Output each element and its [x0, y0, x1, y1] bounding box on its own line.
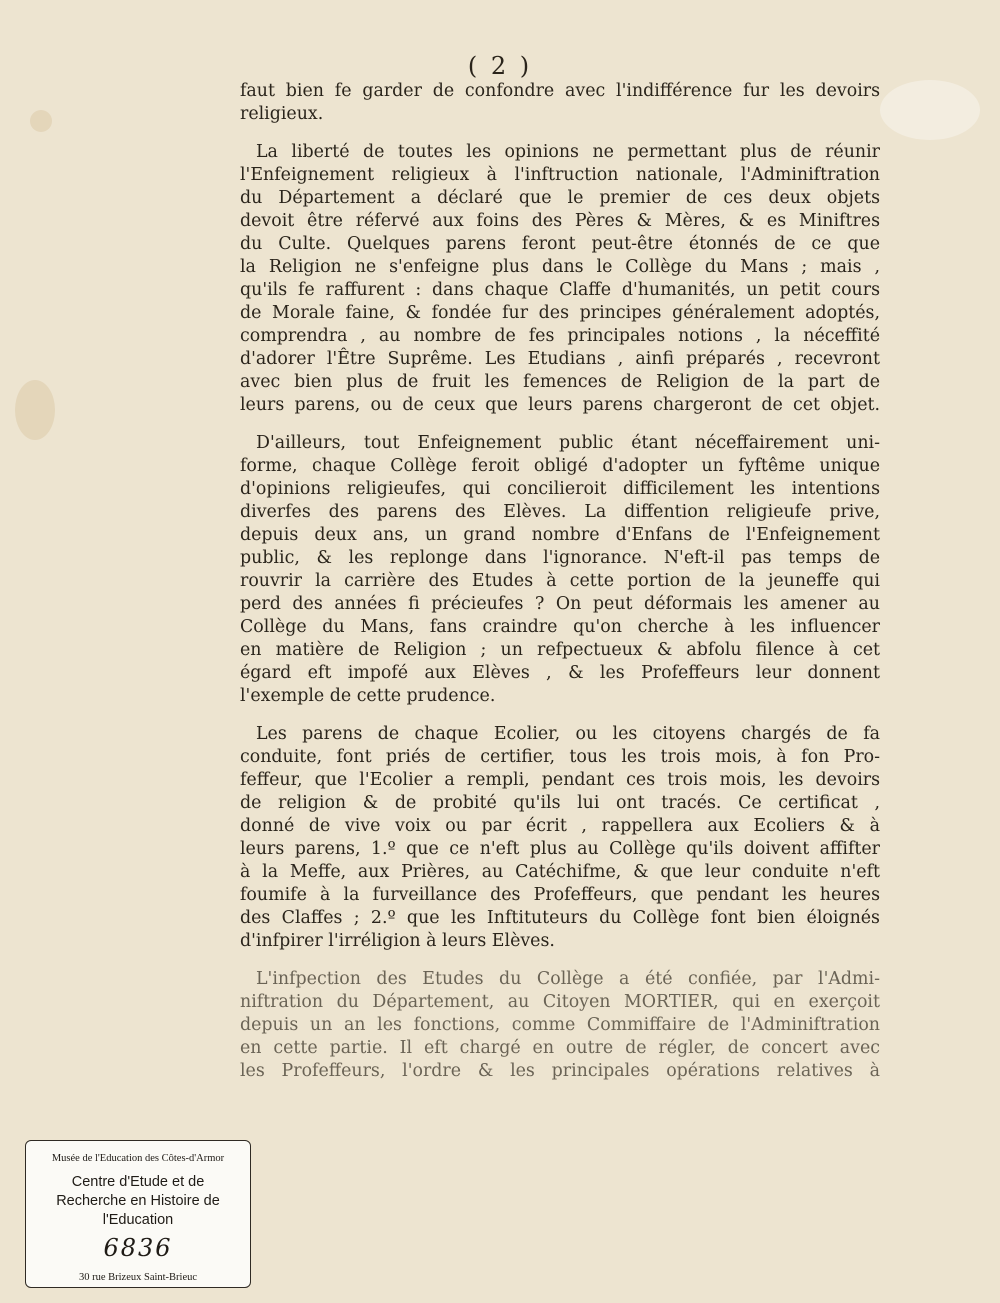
- text-line: rouvrir la carrière des Etudes à cette portion de la jeuneffe qui: [240, 571, 880, 591]
- text-line: Collège du Mans, fans craindre qu'on cherche à les influencer: [240, 617, 880, 637]
- stamp-museum-name: Musée de l'Education des Côtes-d'Armor: [51, 1153, 225, 1164]
- text-line: l'exemple de cette prudence.: [240, 686, 496, 706]
- text-line: l'Enfeignement religieux à l'inftruction nationale, l'Adminiftration: [240, 165, 880, 185]
- stamp-inventory-number: 6836: [103, 1234, 173, 1262]
- stamp-line: l'Education: [102, 1212, 174, 1228]
- text-line: L'infpection des Etudes du Collège a été confiée, par l'Admi-: [256, 969, 880, 989]
- text-line: en matière de Religion ; un refpectueux & abfolu filence à cet: [240, 640, 880, 660]
- text-line: avec bien plus de fruit les femences de Religion de la part de: [240, 372, 880, 392]
- text-line: D'ailleurs, tout Enfeignement public étant néceffairement uni-: [256, 433, 880, 453]
- text-line: perd des années fi précieufes ? On peut déformais les amener au: [240, 594, 880, 614]
- stamp-line: Centre d'Etude et de: [71, 1174, 205, 1190]
- text-line: public, & les replonge dans l'ignorance. N'eft-il pas temps de: [240, 548, 880, 568]
- text-line: à la Meffe, aux Prières, au Catéchifme, & que leur conduite n'eft: [240, 862, 880, 882]
- paragraph-4: [240, 723, 880, 953]
- text-line: donné de vive voix ou par écrit , rappellera aux Ecoliers & à: [240, 816, 880, 836]
- text-line: les Profeffeurs, l'ordre & les principales opérations relatives à: [240, 1061, 880, 1081]
- text-line: forme, chaque Collège feroit obligé d'adopter un fyftême unique: [240, 456, 880, 476]
- text-line: leurs parens, 1.º que ce n'eft plus au Collège qu'ils doivent affifter: [240, 839, 880, 859]
- text-line: Les parens de chaque Ecolier, ou les citoyens chargés de fa: [256, 724, 880, 744]
- text-line: diverfes des parens des Elèves. La diffention religieufe prive,: [240, 502, 880, 522]
- text-line: égard eft impofé aux Elèves , & les Profeffeurs leur donnent: [240, 663, 880, 683]
- text-line: faut bien fe garder de confondre avec l'indifférence fur les devoirs: [240, 81, 880, 101]
- text-line: La liberté de toutes les opinions ne permettant plus de réunir: [256, 142, 880, 162]
- document-body: [240, 80, 880, 1098]
- paragraph-3: [240, 432, 880, 708]
- paragraph-2: [240, 141, 880, 417]
- stamp-line: Recherche en Histoire de: [56, 1193, 220, 1209]
- page-number: ( 2 ): [467, 52, 533, 80]
- text-line: niftration du Département, au Citoyen MORTIER, qui en exerçoit: [240, 992, 880, 1012]
- text-line: de Morale faine, & fondée fur des principes généralement adoptés,: [240, 303, 880, 323]
- text-line: devoit être réfervé aux foins des Pères & Mères, & es Miniftres: [240, 211, 880, 231]
- text-line: d'adorer l'Être Suprême. Les Etudians , ainfi préparés , recevront: [240, 349, 880, 369]
- text-line: depuis un an les fonctions, comme Commiffaire de l'Adminiftration: [240, 1015, 880, 1035]
- text-line: du Culte. Quelques parens feront peut-être étonnés de ce que: [240, 234, 880, 254]
- paper-stain: [30, 110, 52, 132]
- text-line: qu'ils fe raffurent : dans chaque Claffe d'humanités, un petit cours: [240, 280, 880, 300]
- paragraph-5: [240, 968, 880, 1083]
- text-line: foumife à la furveillance des Profeffeurs, que pendant les heures: [240, 885, 880, 905]
- text-line: d'opinions religieufes, qui concilieroit difficilement les intentions: [240, 479, 880, 499]
- text-line: de religion & de probité qu'ils lui ont tracés. Ce certificat ,: [240, 793, 880, 813]
- text-line: feffeur, que l'Ecolier a rempli, pendant ces trois mois, les devoirs: [240, 770, 880, 790]
- text-line: religieux.: [240, 104, 324, 124]
- text-line: leurs parens, ou de ceux que leurs parens chargeront de cet objet.: [240, 395, 880, 415]
- paragraph-1: [240, 80, 880, 126]
- paper-stain: [15, 380, 55, 440]
- text-line: conduite, font priés de certifier, tous les trois mois, à fon Pro-: [240, 747, 880, 767]
- paper-stain: [880, 80, 980, 140]
- text-line: comprendra , au nombre de fes principales notions , la néceffité: [240, 326, 880, 346]
- text-line: en cette partie. Il eft chargé en outre de régler, de concert avec: [240, 1038, 880, 1058]
- text-line: depuis deux ans, un grand nombre d'Enfans de l'Enfeignement: [240, 525, 880, 545]
- museum-stamp: [25, 1140, 251, 1288]
- text-line: d'infpirer l'irréligion à leurs Elèves.: [240, 931, 555, 951]
- text-line: du Département a déclaré que le premier de ces deux objets: [240, 188, 880, 208]
- stamp-center-name: [26, 1173, 250, 1230]
- text-line: la Religion ne s'enfeigne plus dans le Collège du Mans ; mais ,: [240, 257, 880, 277]
- text-line: des Claffes ; 2.º que les Inftituteurs du Collège font bien éloignés: [240, 908, 880, 928]
- stamp-address: 30 rue Brizeux Saint-Brieuc: [78, 1272, 198, 1283]
